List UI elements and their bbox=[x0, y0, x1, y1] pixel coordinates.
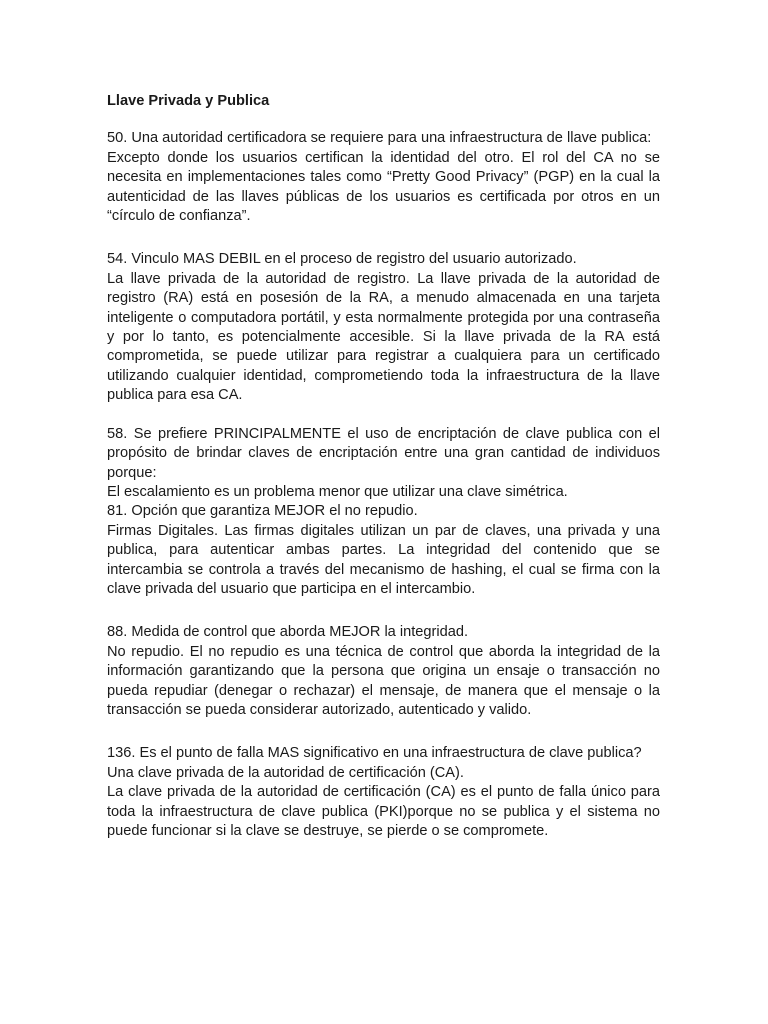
answer-54-text: La llave privada de la autoridad de registro. La llave privada de la autoridad de registro (RA) está en posesión de la RA, a menudo almacenada en una tarjeta inteligente o computadora portátil, y esta normalmente protegida por una contraseña y por lo tanto, es potencialmente accesible. Si la llave privada de la RA está comprometida, se puede utilizar para registrar a cualquiera para un certificado utilizando cualquier identidad, comprometiendo toda la infraestructura de la llave publica para esa CA. bbox=[107, 270, 660, 404]
question-88-text: 88. Medida de control que aborda MEJOR la integridad. bbox=[107, 624, 469, 641]
document-page bbox=[107, 92, 660, 841]
question-58-text: 58. Se prefiere PRINCIPALMENTE el uso de encriptación de clave publica con el propósito de brindar claves de encriptación entre una gran cantidad de individuos porque: bbox=[107, 425, 660, 481]
section-spacer bbox=[107, 599, 660, 623]
question-81 bbox=[107, 502, 660, 599]
document-title: Llave Privada y Publica bbox=[107, 93, 270, 109]
question-58 bbox=[107, 425, 660, 503]
answer-136-short-text: Una clave privada de la autoridad de certificación (CA). bbox=[107, 764, 464, 781]
answer-58-text: El escalamiento es un problema menor que utilizar una clave simétrica. bbox=[107, 483, 568, 500]
answer-136-text: La clave privada de la autoridad de certificación (CA) es el punto de falla único para toda la infraestructura de clave publica (PKI)porque no se publica y el sistema no puede funcionar si la clave se destruye, se pierde o se compromete. bbox=[107, 784, 660, 839]
answer-50-text: Excepto donde los usuarios certifican la identidad del otro. El rol del CA no se necesita en implementaciones tales como “Pretty Good Privacy” (PGP) en la cual la autenticidad de las llaves públicas de los usuarios es certificada por otros en un “círculo de confianza”. bbox=[107, 149, 660, 225]
question-54 bbox=[107, 250, 660, 405]
question-88 bbox=[107, 623, 660, 720]
question-81-text: 81. Opción que garantiza MEJOR el no repudio. bbox=[107, 503, 418, 520]
question-50-text: 50. Una autoridad certificadora se requiere para una infraestructura de llave publica: bbox=[107, 130, 652, 147]
question-136-text: 136. Es el punto de falla MAS significativo en una infraestructura de clave publica? bbox=[107, 745, 642, 762]
question-136 bbox=[107, 744, 660, 841]
question-54-text: 54. Vinculo MAS DEBIL en el proceso de registro del usuario autorizado. bbox=[107, 251, 577, 268]
question-50 bbox=[107, 129, 660, 226]
section-spacer bbox=[107, 720, 660, 744]
section-spacer bbox=[107, 226, 660, 250]
answer-81-text: Firmas Digitales. Las firmas digitales utilizan un par de claves, una privada y una publica, para autenticar ambas partes. La integridad del contenido que se intercambia se controla a través del mecanismo de hashing, el cual se firma con la clave privada del usuario que participa en el intercambio. bbox=[107, 522, 660, 597]
section-spacer bbox=[107, 406, 660, 425]
answer-88-text: No repudio. El no repudio es una técnica de control que aborda la integridad de la información garantizando que la persona que origina un ensaje o transacción no pueda repudiar (denegar o rechazar) el mensaje, de manera que el mensaje o la transacción se pueda considerar autorizado, autenticado y valido. bbox=[107, 643, 660, 718]
